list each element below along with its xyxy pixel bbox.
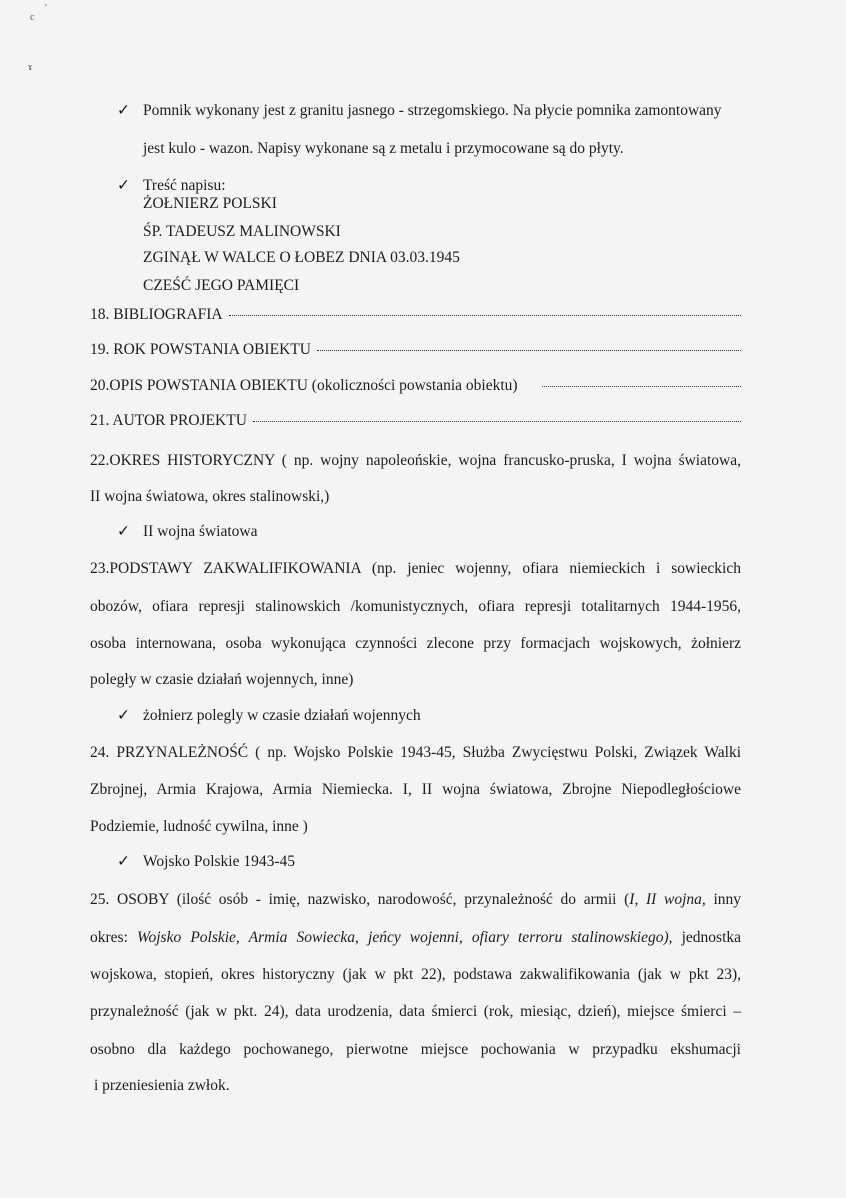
item22-line1: 22.OKRES HISTORYCZNY ( np. wojny napoleońskie, wojna francusko-pruska, I wojna światowa, bbox=[90, 452, 741, 469]
item24-answer: ✓ Wojsko Polskie 1943-45 bbox=[117, 853, 296, 870]
inscription-line: ŚP. TADEUSZ MALINOWSKI bbox=[143, 223, 341, 240]
dotted-leader bbox=[229, 315, 741, 316]
inscription-line: CZEŚĆ JEGO PAMIĘCI bbox=[143, 277, 300, 294]
item24-line2: Zbrojnej, Armia Krajowa, Armia Niemiecka. I, II wojna światowa, Zbrojne Niepodległościowe bbox=[90, 781, 741, 798]
item19-rok-powstania: 19. ROK POWSTANIA OBIEKTU bbox=[90, 340, 741, 360]
dotted-leader bbox=[317, 350, 741, 351]
item17-line2: jest kulo - wazon. Napisy wykonane są z metalu i przymocowane są do płyty. bbox=[143, 140, 624, 157]
item18-bibliografia: 18. BIBLIOGRAFIA bbox=[90, 305, 741, 325]
checkmark-icon: ✓ bbox=[117, 102, 130, 119]
scan-mark-tick: ' bbox=[45, 3, 47, 14]
item22-answer: ✓ II wojna światowa bbox=[117, 523, 258, 540]
item23-line3: osoba internowana, osoba wykonująca czynności zlecone przy formacjach wojskowych, żołnierz bbox=[90, 635, 741, 652]
checkmark-icon: ✓ bbox=[117, 177, 130, 194]
item23-line2: obozów, ofiara represji stalinowskich /komunistycznych, ofiara represji totalitarnych 1944-1956, bbox=[90, 598, 741, 615]
item17-line1: ✓ Pomnik wykonany jest z granitu jasnego - strzegomskiego. Na płycie pomnika zamontowany bbox=[117, 102, 722, 119]
item21-autor-projektu: 21. AUTOR PROJEKTU bbox=[90, 411, 741, 431]
item25-line6: i przeniesienia zwłok. bbox=[94, 1077, 230, 1094]
item25-line2: okres: Wojsko Polskie, Armia Sowiecka, jeńcy wojenni, ofiary terroru stalinowskiego), jednostka bbox=[90, 929, 742, 946]
item24-line1: 24. PRZYNALEŻNOŚĆ ( np. Wojsko Polskie 1943-45, Służba Zwycięstwu Polski, Związek Walki bbox=[90, 744, 741, 761]
item24-line3: Podziemie, ludność cywilna, inne ) bbox=[90, 818, 308, 835]
item23-line1: 23.PODSTAWY ZAKWALIFIKOWANIA (np. jeniec wojenny, ofiara niemieckich i sowieckich bbox=[90, 560, 741, 577]
scan-mark-top: c bbox=[30, 12, 35, 23]
checkmark-icon: ✓ bbox=[117, 707, 130, 724]
item25-line1: 25. OSOBY (ilość osób - imię, nazwisko, narodowość, przynależność do armii (I, II wojna, inny bbox=[90, 891, 741, 908]
inscription-line: ŻOŁNIERZ POLSKI bbox=[143, 195, 277, 212]
dotted-leader bbox=[542, 386, 741, 387]
item22-line2: II wojna światowa, okres stalinowski,) bbox=[90, 488, 330, 505]
checkmark-icon: ✓ bbox=[117, 853, 130, 870]
item23-answer: ✓ żołnierz polegly w czasie działań wojennych bbox=[117, 707, 421, 724]
scan-mark-side: ɤ bbox=[28, 62, 33, 73]
inscription-line: ZGINĄŁ W WALCE O ŁOBEZ DNIA 03.03.1945 bbox=[143, 249, 460, 266]
item23-line4: poległy w czasie działań wojennych, inne) bbox=[90, 671, 354, 688]
item20-opis-powstania: 20.OPIS POWSTANIA OBIEKTU (okoliczności powstania obiektu) bbox=[90, 376, 741, 396]
item25-line4: przynależność (jak w pkt. 24), data urodzenia, data śmierci (rok, miesiąc, dzień), miejsce śmierci – bbox=[90, 1003, 741, 1020]
dotted-leader bbox=[253, 421, 741, 422]
item25-line3: wojskowa, stopień, okres historyczny (jak w pkt 22), podstawa zakwalifikowania (jak w pkt 23), bbox=[90, 966, 741, 983]
checkmark-icon: ✓ bbox=[117, 523, 130, 540]
inscription-label: ✓ Treść napisu: bbox=[117, 177, 226, 194]
item25-line5: osobno dla każdego pochowanego, pierwotne miejsce pochowania w przypadku ekshumacji bbox=[90, 1041, 741, 1058]
